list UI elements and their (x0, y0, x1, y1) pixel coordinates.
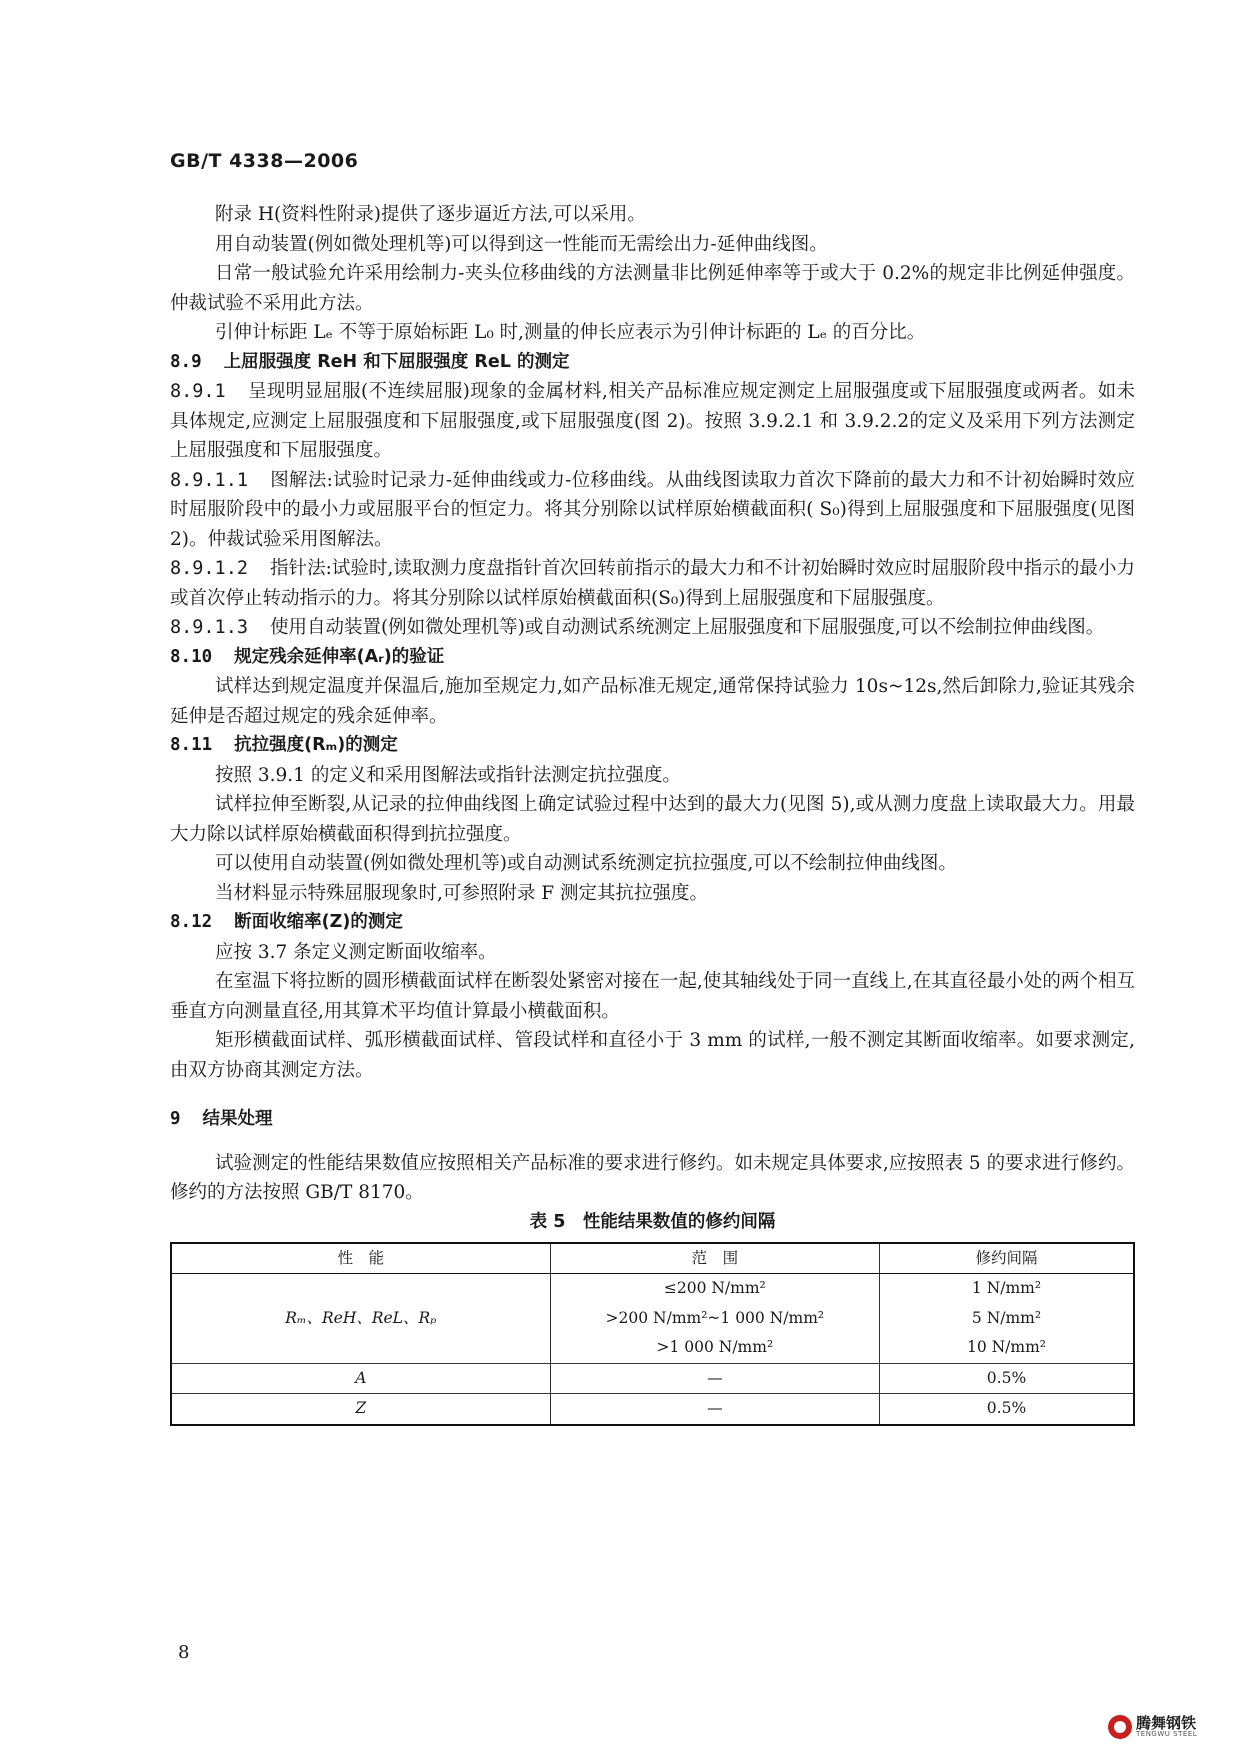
table-cell-interval: 10 N/mm² (880, 1333, 1135, 1363)
table-cell-interval: 0.5% (880, 1394, 1135, 1425)
table-cell-property: A (171, 1363, 550, 1394)
table-cell-property: Z (171, 1394, 550, 1425)
table-header-property: 性 能 (171, 1243, 550, 1274)
section-number: 8.9 (170, 351, 202, 372)
section-heading-9 (170, 1105, 1135, 1135)
table-row (171, 1394, 1134, 1425)
section-number: 8.10 (170, 646, 213, 667)
table-row (171, 1363, 1134, 1394)
paragraph: 附录 H(资料性附录)提供了逐步逼近方法,可以采用。 (215, 204, 646, 225)
watermark-logo (1108, 1712, 1233, 1742)
document-body (170, 200, 1135, 1426)
paragraph: 按照 3.9.1 的定义和采用图解法或指针法测定抗拉强度。 (215, 764, 681, 786)
clause-number: 8.9.1 (170, 381, 226, 402)
document-id-header: GB/T 4338—2006 (170, 150, 359, 172)
brand-mark-icon (1108, 1715, 1132, 1739)
clause-text: 指针法:试验时,读取测力度盘指针首次回转前指示的最大力和不计初始瞬时效应时屈服阶段中指示的最小力或首次停止转动指示的力。将其分别除以试样原始横截面积(S₀)得到上屈服强度和下屈服强度。 (170, 558, 1135, 609)
section-heading-8-12 (170, 908, 1135, 938)
clause-text: 呈现明显屈服(不连续屈服)现象的金属材料,相关产品标准应规定测定上屈服强度或下屈服强度或两者。如未具体规定,应测定上屈服强度和下屈服强度,或下屈服强度(图 2)。按照 3.9.2.1 和 3.9.2.2的定义及采用下列方法测定上屈服强度和下屈服强度。 (170, 381, 1135, 461)
clause-number: 8.9.1.1 (170, 469, 248, 491)
page-number: 8 (178, 1642, 190, 1663)
section-title: 上屈服强度 ReH 和下屈服强度 ReL 的测定 (223, 351, 570, 372)
brand-name-en: TENGWU STEEL (1136, 1730, 1198, 1738)
section-heading-8-10 (170, 643, 1135, 673)
rounding-interval-table (170, 1242, 1135, 1426)
clause-text: 图解法:试验时记录力-延伸曲线或力-位移曲线。从曲线图读取力首次下降前的最大力和不计初始瞬时效应时屈服阶段中的最小力或屈服平台的恒定力。将其分别除以试样原始横截面积( S₀)得到上屈服强度和下屈服强度(见图 2)。仲裁试验采用图解法。 (170, 469, 1135, 550)
paragraph: 日常一般试验允许采用绘制力-夹头位移曲线的方法测量非比例延伸率等于或大于 0.2%的规定非比例延伸强度。仲裁试验不采用此方法。 (170, 263, 1135, 314)
table-cell-range: — (550, 1394, 879, 1425)
paragraph: 引伸计标距 Lₑ 不等于原始标距 L₀ 时,测量的伸长应表示为引伸计标距的 Lₑ 的百分比。 (215, 322, 926, 343)
table-cell-interval: 1 N/mm² (880, 1274, 1135, 1304)
table-cell-range: — (550, 1363, 879, 1394)
paragraph: 用自动装置(例如微处理机等)可以得到这一性能而无需绘出力-延伸曲线图。 (215, 233, 828, 255)
table-row (171, 1274, 1134, 1304)
section-title: 结果处理 (202, 1109, 273, 1129)
paragraph: 矩形横截面试样、弧形横截面试样、管段试样和直径小于 3 mm 的试样,一般不测定其断面收缩率。如要求测定,由双方协商其测定方法。 (170, 1030, 1135, 1081)
clause-8-9-1 (170, 377, 1135, 466)
section-title: 规定残余延伸率(Aᵣ)的验证 (234, 646, 445, 667)
table-cell-range: >200 N/mm²~1 000 N/mm² (550, 1304, 879, 1334)
clause-8-9-1-3 (170, 613, 1135, 643)
table-title: 表 5 性能结果数值的修约间隔 (529, 1211, 776, 1232)
section-title: 抗拉强度(Rₘ)的测定 (234, 735, 398, 755)
paragraph: 应按 3.7 条定义测定断面收缩率。 (215, 941, 497, 963)
table-header-range: 范 围 (550, 1243, 879, 1274)
table-cell-range: ≤200 N/mm² (550, 1274, 879, 1304)
paragraph: 试样达到规定温度并保温后,施加至规定力,如产品标准无规定,通常保持试验力 10s~12s,然后卸除力,验证其残余延伸是否超过规定的残余延伸率。 (170, 676, 1135, 727)
table-header-row (171, 1243, 1134, 1274)
section-number: 8.12 (170, 912, 213, 932)
table-cell-interval: 0.5% (880, 1363, 1135, 1394)
section-heading-8-9 (170, 348, 1135, 378)
clause-8-9-1-2 (170, 554, 1135, 613)
table-cell-range: >1 000 N/mm² (550, 1333, 879, 1363)
brand-text (1136, 1716, 1197, 1738)
clause-number: 8.9.1.3 (170, 617, 248, 638)
clause-text: 使用自动装置(例如微处理机等)或自动测试系统测定上屈服强度和下屈服强度,可以不绘制拉伸曲线图。 (269, 617, 1105, 638)
paragraph: 在室温下将拉断的圆形横截面试样在断裂处紧密对接在一起,使其轴线处于同一直线上,在其直径最小处的两个相互垂直方向测量直径,用其算术平均值计算最小横截面积。 (170, 971, 1135, 1022)
table-cell-interval: 5 N/mm² (880, 1304, 1135, 1334)
section-number: 8.11 (170, 735, 213, 755)
table-header-interval: 修约间隔 (880, 1243, 1135, 1274)
clause-8-9-1-1 (170, 466, 1135, 555)
paragraph: 试验测定的性能结果数值应按照相关产品标准的要求进行修约。如未规定具体要求,应按照表 5 的要求进行修约。修约的方法按照 GB/T 8170。 (170, 1152, 1135, 1203)
paragraph: 可以使用自动装置(例如微处理机等)或自动测试系统测定抗拉强度,可以不绘制拉伸曲线图。 (215, 853, 957, 874)
clause-number: 8.9.1.2 (170, 558, 248, 579)
section-heading-8-11 (170, 731, 1135, 761)
paragraph: 试样拉伸至断裂,从记录的拉伸曲线图上确定试验过程中达到的最大力(见图 5),或从测力度盘上读取最大力。用最大力除以试样原始横截面积得到抗拉强度。 (170, 794, 1135, 845)
section-title: 断面收缩率(Z)的测定 (234, 912, 403, 932)
table-cell-property-group: Rₘ、ReH、ReL、Rₚ (171, 1274, 550, 1364)
section-number: 9 (170, 1109, 181, 1129)
brand-name-cn: 腾舞钢铁 (1136, 1714, 1197, 1732)
paragraph: 当材料显示特殊屈服现象时,可参照附录 F 测定其抗拉强度。 (215, 882, 708, 904)
